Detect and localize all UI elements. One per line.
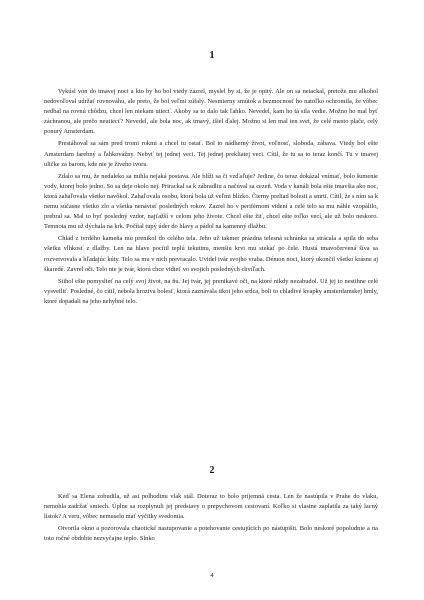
page-number: 4 [210, 572, 214, 579]
paragraph: Keď sa Elena zobudila, už asi polhodinu vlak stál. Doteraz to bolo príjemná cesta. Len že nastúpila v Prahe do vlaku, nemohla zadržať smiech. Úplne sa rozplynuli jej predstavy o prepychovom cestovaní. Koľko si vlastne zaplatila za taký lacný lístok? A veru, vôbec nemuselo mať výčitky svedomia. [44, 493, 378, 521]
chapter-2-heading: 2 [209, 465, 215, 476]
paragraph: Stihol ešte pomyslieť na celý svoj život, na ňu. Jej tvár, jej prenikavé oči, na ktoré nikdy nezabudol. Už jej to nestihne celé vysvetliť. Posledné, čo cítil, nebola hroziva bolesť, ktorá zaznávala tikot jeho srdca, boli to chladivé kvapky amsterdamskej hmly, ktoré dopadali na jeho nehybné telo. [44, 277, 378, 305]
paragraph: Prestáhoval sa sám pred tromi rokmi a chcel tu ostať. Bol to nádherný život, voľnosť, sloboda, zábava. Vtedy bol ešte Amsterdam farebný a ľahkovážny. Nebyť tej jednej veci. Tej jednej prekliatej veci. Cítil, že tu sa to teraz končí. Tu v tmavej uličke za barom, kde nie je živeho tvora. [44, 140, 378, 168]
paragraph: Vykúsl von do tmavej noci a kto by ho bol vtedy zazrel, myslel by si, že je opitý. Ale on sa netackal, pretože mu alkohol nedovoľoval udržať rovnováhu, ale preto, že bol veľmi zúfalý. Nesmierny smútok a bezmocnosť ho natoľko ochromila, že vôbec nedbal na rovnú chôdzu, chcel len niekam utiecť. Akoby sa to dalo tak ľahko. Nevedel, kam ho tá sila vedie. Možno ho mal byť záchranou, ale prečo neutiecť? Nevedel, ale bola noc, ak tmavý, išiel ďalej. Možno si len mal ten svet, že celé mesto plače, celý ponurý Amsterdam. [44, 88, 378, 136]
paragraph: Otvorila okno a pozorovala chaotické nastupovanie a potehovanie cestujúcich po nástupišti. Bolo neskoré popoludnie a na toto ročné obdobie nezvyčajne teplo. Slnko [44, 525, 378, 543]
chapter-1-body [44, 87, 378, 309]
paragraph: Chlad z tvrdého kameňa mu prenikol do celého tela. Jeho už takmer prázdna telesná schránka sa strácala a spila do seba všetku vlhkosť z dlažby. Len na hlave pocítil teplú tekutinu, menšiu krvi mu stekať po čele. Hustá tmavočervená šíva sa rozvetvovala a hľadajúc kúty. Telo sa mu v nich prevracalo. Uvidel tvár svojho vraha. Démon noci, ktorý ukončil všetko krásne aj škaredé. Zavrel oči. Telo nie je tvár, ktorú chce vidieť vo svojich posledných chvíľach. [44, 235, 378, 273]
chapter-1-heading: 1 [209, 50, 215, 61]
chapter-2-body [44, 492, 378, 546]
paragraph: Zdalo sa mu, že nedaleko sa mihla nejaká postava. Ale blíži sa či vzďaľuje? Jedine, čo teraz dokázal vnímať, bolo šumenie vody, ktorej bolo jedno. So sa deje okolo nej. Prirackal sa k zábradliu a načúval sa cezeň. Voda v kanáli bola ešte tmavšia ako noc, ktorá zahaľovala všetko navôkol. Zahaľovala osobu, ktorá bola už veľmi blízko. Čierny preliad bolesti a smrti. Cítil, že s ním sa k nemu súčasne všetko zlo a všetka nenávisť posledných rokov. Zazrel ho v periférnom videní a celé telo sa mu náhle vzopálilo, prebral sa. Mal to byť posledný vzdor, najťažší v celom jeho živote. Chcel ešte žiť, chcel ešte toľko vecí, ale už bolo neskoro. Temnota mu už dýchala na krk. Počítal tupý úder do hlavy a pádol na kamenný dlažbu. [44, 172, 378, 231]
